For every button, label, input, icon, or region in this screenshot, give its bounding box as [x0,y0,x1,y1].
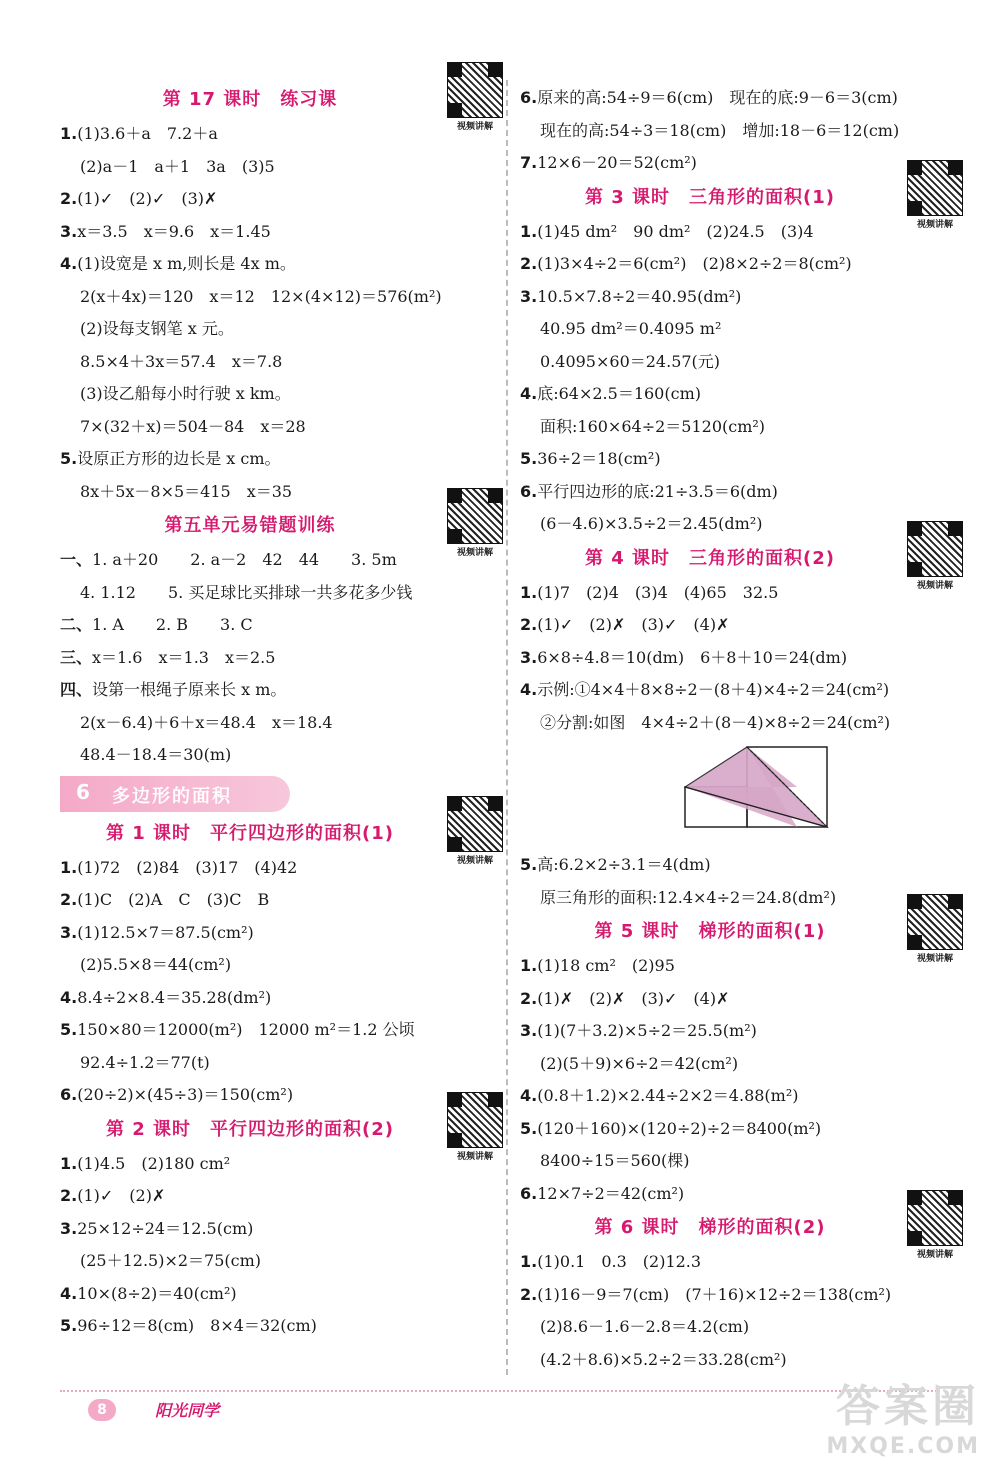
answer-line [60,707,500,740]
question-number: 2. [520,254,538,273]
answer-text: (6－4.6)×3.5÷2＝2.45(dm²) [540,514,763,533]
question-number: 6. [60,1085,78,1104]
video-qr-code[interactable] [446,1092,504,1162]
answer-text: (1)C (2)A C (3)C B [77,890,270,909]
qr-caption: 视频讲解 [916,1250,953,1260]
answer-line [60,982,500,1015]
answer-text: 150×80＝12000(m²) 12000 m²＝1.2 公顷 [77,1020,415,1039]
lesson-title: 第 1 课时 平行四边形的面积(1) [105,822,395,844]
lesson-header [520,541,960,591]
answer-line [60,1310,500,1343]
answer-line [520,1080,960,1113]
geometry-figure [520,739,960,849]
question-number: 2. [60,189,78,208]
answer-text: 8.5×4＋3x＝57.4 x＝7.8 [80,351,283,371]
question-number: 2. [60,890,78,909]
question-number: 2. [520,988,538,1008]
answer-line [60,1014,500,1047]
answer-text: (120＋160)×(120÷2)÷2＝8400(m²) [537,1118,822,1138]
lesson-header [60,508,500,558]
answer-line [60,739,500,772]
watermark-top: 答案圈 [836,1381,980,1432]
qr-caption: 视频讲解 [456,548,493,558]
answer-line [520,443,960,476]
answer-line [520,115,960,148]
question-number: 5. [60,1020,78,1039]
answer-text: (1)4.5 (2)180 cm² [77,1153,231,1173]
question-number: 2. [520,615,538,634]
answer-line [60,151,500,184]
answer-text: (1)16－9＝7(cm) (7＋16)×12÷2＝138(cm²) [537,1284,892,1304]
answer-text: 12×6－20＝52(cm²) [537,153,697,172]
video-qr-code[interactable] [906,1190,964,1260]
question-number: 3. [520,647,538,667]
right-column [520,82,960,1376]
question-number: 二、 [60,615,93,634]
question-number: 1. [60,124,78,143]
question-number: 一、 [60,550,93,569]
lesson-header [520,180,960,230]
answer-line [60,1278,500,1311]
answer-text: (1)45 dm² 90 dm² (2)24.5 (3)4 [537,221,814,241]
question-number: 6. [520,88,538,107]
answer-line [520,882,960,915]
answer-line [520,1048,960,1081]
answer-text: 平行四边形的底:21÷3.5＝6(dm) [537,481,778,501]
answer-line [60,917,500,950]
watermark-bottom: MXQE.COM [826,1434,980,1459]
answer-text: 1. a＋20 2. a－2 42 44 3. 5m [92,550,397,569]
answer-line [520,642,960,675]
answer-text: 96÷12＝8(cm) 8×4＝32(cm) [77,1316,317,1335]
qr-code-icon [907,1190,963,1246]
answer-line [60,118,500,151]
question-number: 三、 [60,647,93,667]
answer-line [520,1015,960,1048]
answer-text: 10.5×7.8÷2＝40.95(dm²) [537,286,742,306]
question-number: 3. [520,286,538,306]
question-number: 5. [60,1316,78,1335]
answer-text: (1)7 (2)4 (3)4 (4)65 32.5 [537,582,779,602]
answer-line [60,1079,500,1112]
qr-caption: 视频讲解 [456,1151,493,1162]
answer-text: (2)5.5×8＝44(cm²) [80,955,232,974]
question-number: 6. [520,481,538,501]
qr-code-icon [907,160,963,216]
question-number: 4. [520,1086,538,1105]
answer-line [60,281,500,314]
answer-line [60,544,500,577]
answer-text: x＝1.6 x＝1.3 x＝2.5 [92,647,276,667]
video-qr-code[interactable] [446,62,504,132]
left-column [60,82,500,1343]
answer-text: 4. 1.12 5. 买足球比买排球一共多花多少钱 [80,582,413,602]
footer [60,1398,320,1428]
question-number: 5. [520,855,538,874]
video-qr-code[interactable] [906,521,964,591]
answer-line [520,950,960,983]
lesson-header [60,82,500,132]
answer-line [60,476,500,509]
answer-line [520,248,960,281]
unit-number: 6 [76,779,90,804]
qr-code-icon [907,894,963,950]
answer-line [520,82,960,115]
qr-code-icon [907,521,963,577]
answer-text: 现在的高:54÷3＝18(cm) 增加:18－6＝12(cm) [540,120,900,140]
answer-text: 原三角形的面积:12.4×4÷2＝24.8(dm²) [540,887,837,907]
answer-line [520,1246,960,1279]
qr-caption: 视频讲解 [916,580,953,591]
qr-caption: 视频讲解 [916,954,953,964]
answer-text: (1)设宽是 x m,则长是 4x m。 [77,254,296,273]
answer-line [60,609,500,642]
answer-text: (1)72 (2)84 (3)17 (4)42 [77,857,298,877]
answer-text: 8.4÷2×8.4＝35.28(dm²) [77,987,272,1007]
answer-line [60,443,500,476]
answer-text: 设原正方形的边长是 x cm。 [77,449,281,468]
question-number: 7. [520,153,538,172]
video-qr-code[interactable] [446,796,504,866]
brand-logo: 阳光同学 [155,1401,220,1420]
answer-line [520,281,960,314]
answer-text: 8400÷15＝560(棵) [540,1151,690,1170]
answer-text: (1)3×4÷2＝6(cm²) (2)8×2÷2＝8(cm²) [537,254,852,273]
answer-text: 6×8÷4.8＝10(dm) 6＋8＋10＝24(dm) [537,647,848,667]
answer-line [60,1245,500,1278]
answer-text: (1)✗ (2)✗ (3)✓ (4)✗ [537,988,730,1008]
answer-line [520,1178,960,1211]
video-qr-code[interactable] [446,488,504,558]
qr-code-icon [447,62,503,118]
lesson-header [520,1210,960,1260]
lesson-title: 第 2 课时 平行四边形的面积(2) [105,1118,395,1140]
question-number: 1. [60,857,78,877]
question-number: 5. [520,1118,538,1138]
answer-text: (1)0.1 0.3 (2)12.3 [537,1252,702,1271]
lesson-title: 第 4 课时 三角形的面积(2) [584,547,836,569]
answer-line [60,949,500,982]
answer-text: (1)✓ (2)✗ [77,1186,166,1205]
answer-text: 底:64×2.5＝160(cm) [537,384,701,403]
answer-text: 2(x＋4x)＝120 x＝12 12×(4×12)＝576(m²) [80,286,442,306]
question-number: 3. [520,1021,538,1040]
unit-title: 多边形的面积 [112,785,232,807]
question-number: 4. [60,987,78,1007]
answer-text: x＝3.5 x＝9.6 x＝1.45 [77,221,271,241]
answer-line [520,849,960,882]
answer-text: (25＋12.5)×2＝75(cm) [80,1251,262,1270]
answer-line [60,1180,500,1213]
qr-caption: 视频讲解 [456,855,493,866]
question-number: 1. [60,1153,78,1173]
question-number: 3. [60,1218,78,1238]
answer-line [520,1145,960,1178]
answer-line [60,577,500,610]
answer-line [60,346,500,379]
question-number: 6. [520,1183,538,1203]
answer-line [60,183,500,216]
watermark [826,1370,980,1459]
answer-line [520,674,960,707]
answer-text: 设第一根绳子原来长 x m。 [92,680,287,699]
answer-line [60,378,500,411]
page-number: 8 [88,1399,116,1421]
answer-text: 10×(8÷2)＝40(cm²) [77,1283,237,1303]
answer-text: 0.4095×60＝24.57(元) [540,351,721,371]
answer-text: 8x＋5x－8×5＝415 x＝35 [80,481,293,501]
lesson-title: 第五单元易错题训练 [164,515,336,536]
question-number: 四、 [60,680,93,699]
answer-text: (4.2＋8.6)×5.2÷2＝33.28(cm²) [540,1349,787,1369]
answer-line [60,411,500,444]
answer-line [520,216,960,249]
qr-code-icon [447,796,503,852]
question-number: 4. [520,384,538,403]
footer-rule [60,1390,940,1392]
answer-text: 12×7÷2＝42(cm²) [537,1183,685,1203]
answer-line [60,884,500,917]
answer-line [60,674,500,707]
answer-text: (2)a－1 a＋1 3a (3)5 [80,156,275,176]
answer-text: 7×(32＋x)＝504－84 x＝28 [80,416,306,436]
answer-text: 1. A 2. B 3. C [92,615,253,634]
question-number: 4. [520,680,538,699]
answer-text: (1)✓ (2)✓ (3)✗ [77,189,218,208]
answer-line [60,852,500,885]
answer-text: (2)(5＋9)×6÷2＝42(cm²) [540,1053,739,1073]
answer-line [60,1148,500,1181]
answer-line [520,313,960,346]
answer-line [520,1113,960,1146]
answer-line [60,642,500,675]
question-number: 5. [520,449,538,468]
question-number: 1. [520,956,538,975]
answer-line [520,411,960,444]
answer-text: 面积:160×64÷2＝5120(cm²) [540,416,766,436]
answer-text: 25×12÷24＝12.5(cm) [77,1218,254,1238]
question-number: 1. [520,1252,538,1271]
answer-text: (1)(7＋3.2)×5÷2＝25.5(m²) [537,1021,757,1040]
answer-text: (1)12.5×7＝87.5(cm²) [77,922,254,942]
answer-line [60,216,500,249]
answer-text: (1)✓ (2)✗ (3)✓ (4)✗ [537,615,730,634]
answer-text: 36÷2＝18(cm²) [537,449,661,468]
column-divider [506,80,508,1375]
answer-text: 高:6.2×2÷3.1＝4(dm) [537,855,711,874]
lesson-header [60,1112,500,1162]
lesson-title: 第 17 课时 练习课 [162,89,338,110]
lesson-title: 第 3 课时 三角形的面积(1) [584,186,836,208]
answer-text: 示例:①4×4＋8×8÷2－(8＋4)×4÷2＝24(cm²) [537,680,890,699]
answer-line [520,476,960,509]
question-number: 4. [60,1283,78,1303]
question-number: 3. [60,922,78,942]
answer-text: (3)设乙船每小时行驶 x km。 [80,384,291,403]
question-number: 4. [60,254,78,273]
lesson-title: 第 6 课时 梯形的面积(2) [594,1217,826,1238]
answer-text: (2)8.6－1.6－2.8＝4.2(cm) [540,1317,750,1336]
lesson-header [60,816,500,866]
unit-banner [60,772,500,816]
answer-line [520,508,960,541]
video-qr-code[interactable] [906,894,964,964]
qr-caption: 视频讲解 [456,122,493,132]
answer-text: 2(x－6.4)＋6＋x＝48.4 x＝18.4 [80,712,333,732]
answer-line [520,147,960,180]
lesson-title: 第 5 课时 梯形的面积(1) [594,921,826,942]
answer-line [60,248,500,281]
answer-text: (20÷2)×(45÷3)＝150(cm²) [77,1085,294,1104]
answer-line [520,983,960,1016]
answer-line [520,378,960,411]
answer-line [520,609,960,642]
answer-line [60,313,500,346]
qr-code-icon [447,488,503,544]
answer-text: ②分割:如图 4×4÷2＋(8－4)×8÷2＝24(cm²) [540,712,891,732]
question-number: 3. [60,221,78,241]
answer-line [60,1213,500,1246]
answer-text: (1)18 cm² (2)95 [537,956,675,975]
answer-text: (1)3.6＋a 7.2＋a [77,124,218,143]
qr-code-icon [447,1092,503,1148]
answer-text: 92.4÷1.2＝77(t) [80,1052,210,1072]
question-number: 1. [520,582,538,602]
answer-text: (0.8＋1.2)×2.44÷2×2＝4.88(m²) [537,1086,799,1105]
answer-line [520,1311,960,1344]
answer-line [60,1047,500,1080]
question-number: 2. [60,1186,78,1205]
qr-caption: 视频讲解 [916,219,953,230]
answer-text: 48.4－18.4＝30(m) [80,745,232,764]
answer-line [520,346,960,379]
answer-line [520,1279,960,1312]
question-number: 1. [520,221,538,241]
question-number: 5. [60,449,78,468]
unit-band [60,776,290,812]
question-number: 2. [520,1284,538,1304]
answer-text: 原来的高:54÷9＝6(cm) 现在的底:9－6＝3(cm) [537,88,898,107]
video-qr-code[interactable] [906,160,964,230]
answer-line [520,577,960,610]
lesson-header [520,914,960,964]
answer-text: (2)设每支钢笔 x 元。 [80,319,234,338]
answer-line [520,707,960,740]
answer-text: 40.95 dm²＝0.4095 m² [540,319,722,338]
